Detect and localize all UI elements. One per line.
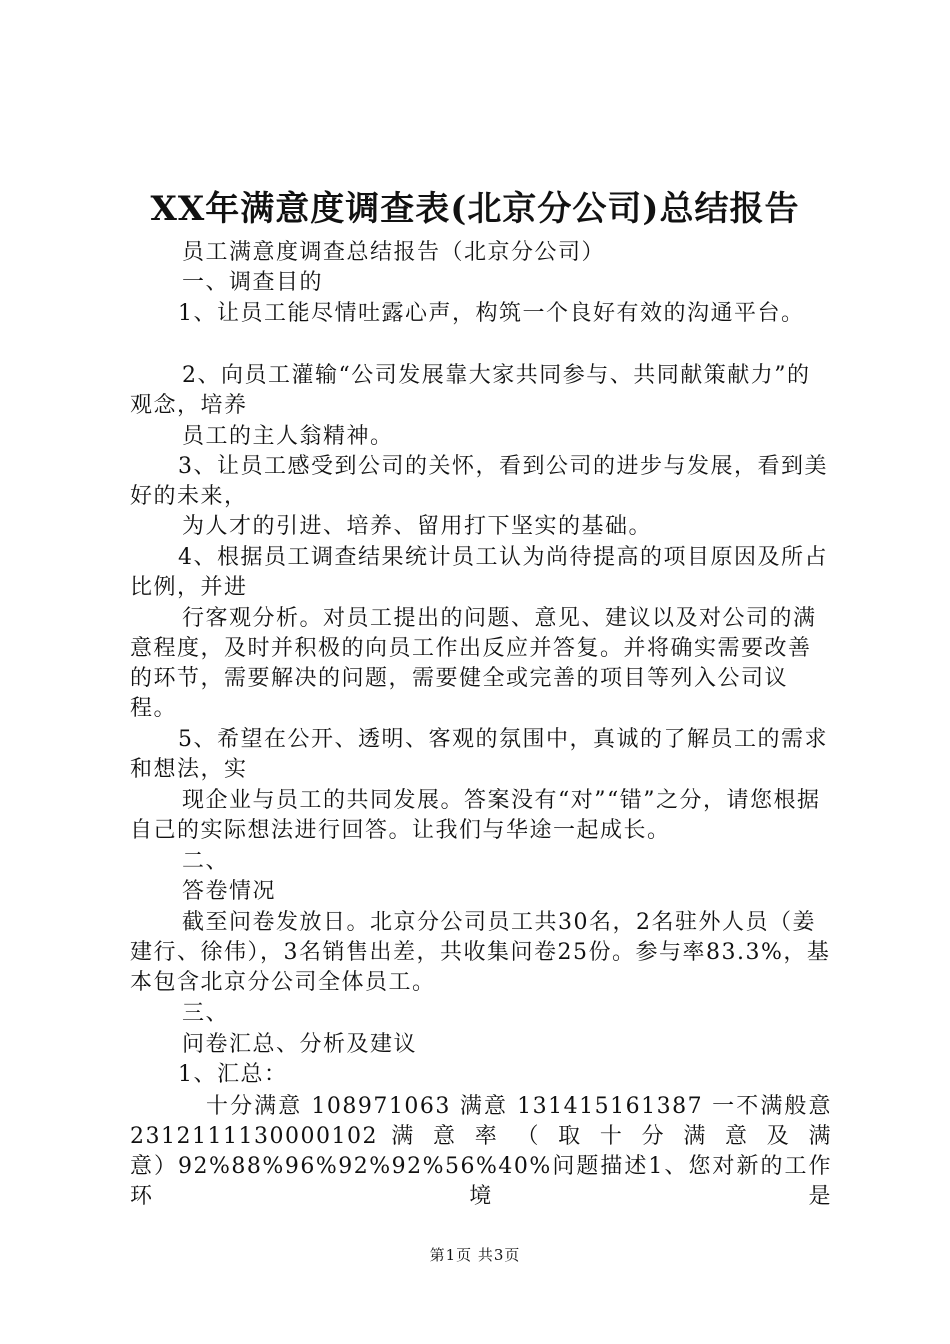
paragraph-item-1: 1、让员工能尽情吐露心声，构筑一个良好有效的沟通平台。 [178, 301, 805, 326]
summary-table-line-3: 意）92%88%96%92%92%56%40%问题描述1、您对新的工作环境是 [130, 1154, 832, 1209]
section-heading-3: 三、 [182, 1001, 230, 1026]
section-heading-3-title: 问卷汇总、分析及建议 [182, 1032, 418, 1057]
section-heading-2: 二、 [182, 849, 230, 874]
summary-heading: 1、汇总： [178, 1062, 288, 1087]
summary-table-line-2: 2312111130000102 满 意 率 （ 取 十 分 满 意 及 满 [130, 1124, 832, 1149]
paragraph-item-4: 4、根据员工调查结果统计员工认为尚待提高的项目原因及所占比例，并进 [130, 545, 828, 600]
paragraph-item-2: 2、向员工灌输“公司发展靠大家共同参与、共同献策献力”的观念，培养 [130, 363, 811, 418]
paragraph-item-2-cont: 员工的主人翁精神。 [182, 424, 394, 449]
answer-status-paragraph: 截至问卷发放日。北京分公司员工共30名，2名驻外人员（姜建行、徐伟），3名销售出差，共收集问卷25份。参与率83.3%，基本包含北京分公司全体员工。 [130, 910, 831, 995]
paragraph-item-5: 5、希望在公开、透明、客观的氛围中，真诚的了解员工的需求和想法，实 [130, 727, 828, 782]
paragraph-item-3: 3、让员工感受到公司的关怀，看到公司的进步与发展，看到美好的未来， [130, 454, 828, 509]
section-heading-1: 一、调查目的 [182, 270, 324, 295]
paragraph-item-4-cont: 行客观分析。对员工提出的问题、意见、建议以及对公司的满意程度，及时并积极的向员工作出反应并答复。并将确实需要改善的环节，需要解决的问题，需要健全或完善的项目等列入公司议程。 [130, 606, 817, 721]
section-heading-2-title: 答卷情况 [182, 879, 277, 904]
summary-table-line-1: 十分满意 108971063 满意 131415161387 一不满般意 [206, 1094, 832, 1119]
subtitle-line: 员工满意度调查总结报告（北京分公司） [182, 240, 606, 265]
document-title: XX年满意度调查表(北京分公司)总结报告 [150, 189, 800, 229]
page-footer: 第1页 共3页 [429, 1246, 521, 1264]
paragraph-item-5-cont: 现企业与员工的共同发展。答案没有“对”“错”之分，请您根据自己的实际想法进行回答。让我们与华途一起成长。 [130, 788, 821, 843]
paragraph-item-3-cont: 为人才的引进、培养、留用打下坚实的基础。 [182, 514, 653, 539]
